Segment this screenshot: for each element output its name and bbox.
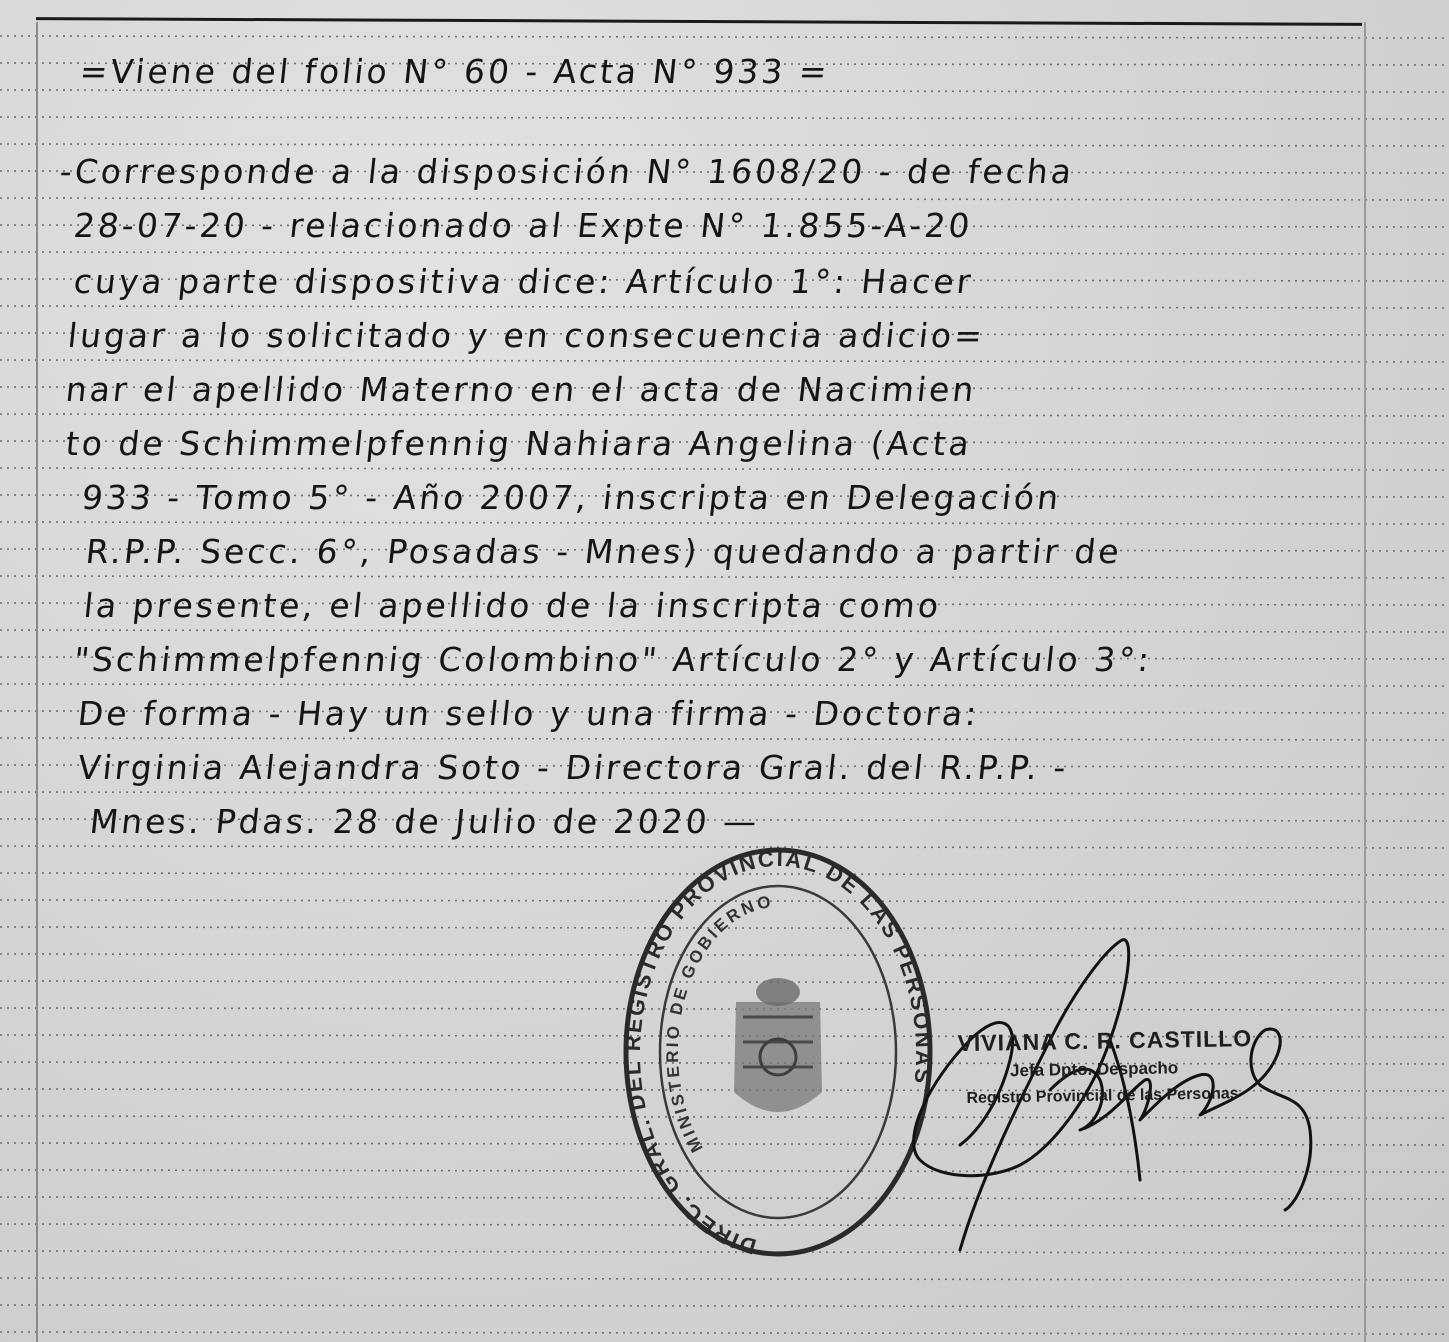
ruled-line [0,36,1449,38]
text-line: 933 - Tomo 5° - Año 2007, inscripta en Delegación [79,478,1064,517]
ruled-line [0,792,1449,794]
ruled-line [0,1332,1449,1334]
ruled-line [0,117,1449,119]
left-margin-rule [36,22,38,1342]
text-line: -Corresponde a la disposición N° 1608/20 - de fecha [57,152,1077,191]
ruled-line [0,522,1449,524]
text-line: =Viene del folio N° 60 - Acta N° 933 = [77,52,832,91]
signatory-name: VIVIANA C. R. CASTILLO [957,1025,1253,1057]
ruled-line [0,468,1449,470]
ruled-line [0,198,1449,200]
text-line: R.P.P. Secc. 6°, Posadas - Mnes) quedando a partir de [83,532,1124,571]
coat-of-arms-emblem [734,978,822,1112]
text-line: De forma - Hay un sello y una firma - Doctora: [75,694,982,733]
text-line: 28-07-20 - relacionado al Expte N° 1.855-A-20 [71,206,975,245]
ruled-line [0,1278,1449,1280]
ruled-line [0,360,1449,362]
seal-inner-text: MINISTERIO DE GOBIERNO [662,891,775,1156]
text-line: nar el apellido Materno en el acta de Nacimien [63,370,979,409]
text-line: to de Schimmelpfennig Nahiara Angelina (Acta [63,424,975,463]
right-margin-rule [1364,22,1366,1342]
ruled-line [0,252,1449,254]
signatory-role: Jefa Dpto. Despacho [1009,1058,1179,1081]
ruled-line [0,738,1449,740]
signatory-stamp [957,1021,1318,1113]
seal-outer-text: DIREC. GRAL. DEL REGISTRO PROVINCIAL DE LAS PERSONAS [619,845,937,1260]
ruled-line [0,306,1449,308]
text-line: Virginia Alejandra Soto - Directora Gral. del R.P.P. - [75,748,1071,787]
ruled-line [0,414,1449,416]
ruled-line [0,576,1449,578]
signatory-office: Registro Provincial de las Personas [966,1085,1239,1107]
ruled-line [0,1305,1449,1307]
official-seal [618,842,938,1262]
text-line: Mnes. Pdas. 28 de Julio de 2020 — [87,802,762,841]
ruled-line [0,684,1449,686]
text-line: lugar a lo solicitado y en consecuencia adicio= [65,316,988,355]
text-line: la presente, el apellido de la inscripta como [81,586,944,625]
ruled-line [0,630,1449,632]
text-line: "Schimmelpfennig Colombino" Artículo 2° y Artículo 3°: [71,640,1155,679]
text-line: cuya parte dispositiva dice: Artículo 1°: Hacer [71,262,976,301]
ruled-line [0,144,1449,146]
